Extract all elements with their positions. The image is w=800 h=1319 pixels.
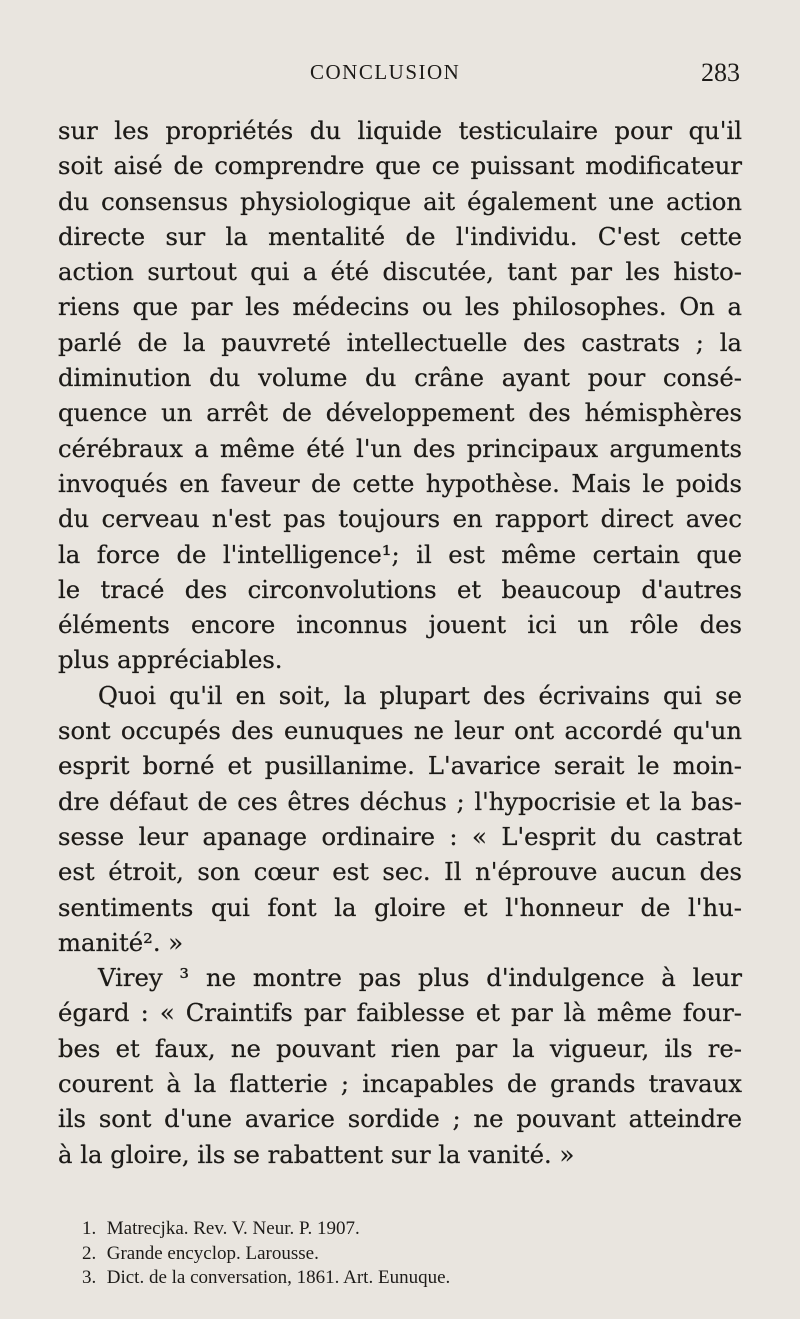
footnote-number: 1.	[82, 1218, 97, 1239]
text-line: du consensus physiologique ait également une action	[58, 186, 742, 216]
running-header	[60, 58, 740, 88]
text-line: courent à la flatterie ; incapables de grands travaux	[58, 1069, 742, 1099]
footnote	[82, 1266, 702, 1291]
text-line: sentiments qui font la gloire et l'honneur de l'hu-	[58, 892, 742, 922]
text-line: cérébraux a même été l'un des principaux arguments	[58, 433, 742, 463]
footnote	[82, 1242, 702, 1267]
text-line: quence un arrêt de développement des hémisphères	[58, 398, 742, 428]
text-line: manité². »	[58, 927, 184, 957]
text-line: sur les propriétés du liquide testiculaire pour qu'il	[58, 116, 742, 145]
body-text	[58, 113, 742, 1172]
text-line: à la gloire, ils se rabattent sur la vanité. »	[58, 1139, 575, 1169]
footnotes	[82, 1217, 702, 1291]
footnote-text: Matrecjka. Rev. V. Neur. P. 1907.	[106, 1218, 360, 1239]
footnote-number: 2.	[82, 1242, 97, 1264]
footnote-text: Grande encyclop. Larousse.	[106, 1242, 319, 1264]
text-line: esprit borné et pusillanime. L'avarice serait le moin-	[58, 751, 742, 781]
text-line: sesse leur apanage ordinaire : « L'esprit du castrat	[58, 821, 742, 851]
text-line: du cerveau n'est pas toujours en rapport direct avec	[58, 504, 742, 534]
text-line: ils sont d'une avarice sordide ; ne pouvant atteindre	[58, 1104, 742, 1134]
text-line: éléments encore inconnus jouent ici un rôle des	[58, 610, 742, 640]
text-line: directe sur la mentalité de l'individu. C'est cette	[58, 221, 742, 251]
text-line: sont occupés des eunuques ne leur ont accordé qu'un	[58, 716, 742, 746]
text-line: bes et faux, ne pouvant rien par la vigueur, ils re-	[58, 1033, 742, 1063]
footnote-number: 3.	[82, 1267, 97, 1288]
text-line: est étroit, son cœur est sec. Il n'éprouve aucun des	[58, 857, 742, 887]
footnote-text: Dict. de la conversation, 1861. Art. Eunuque.	[106, 1267, 451, 1288]
footnote	[82, 1217, 702, 1242]
text-line: parlé de la pauvreté intellectuelle des castrats ; la	[58, 327, 742, 357]
text-line: soit aisé de comprendre que ce puissant modificateur	[58, 151, 742, 181]
text-line: dre défaut de ces êtres déchus ; l'hypocrisie et la bas-	[58, 786, 742, 816]
page-number: 283	[701, 58, 740, 87]
text-line: diminution du volume du crâne ayant pour consé-	[58, 363, 742, 393]
text-line: Quoi qu'il en soit, la plupart des écrivains qui se	[98, 680, 742, 710]
text-line: invoqués en faveur de cette hypothèse. Mais le poids	[58, 468, 742, 498]
text-line: riens que par les médecins ou les philosophes. On a	[58, 292, 742, 322]
text-line: plus appréciables.	[58, 645, 283, 675]
text-line: égard : « Craintifs par faiblesse et par là même four-	[58, 998, 742, 1028]
text-line: le tracé des circonvolutions et beaucoup d'autres	[58, 574, 742, 604]
text-line: Virey ³ ne montre pas plus d'indulgence à leur	[98, 963, 742, 993]
text-line: la force de l'intelligence¹; il est même certain que	[58, 539, 742, 569]
chapter-title: CONCLUSION	[310, 60, 461, 84]
text-line: action surtout qui a été discutée, tant par les histo-	[58, 257, 742, 287]
